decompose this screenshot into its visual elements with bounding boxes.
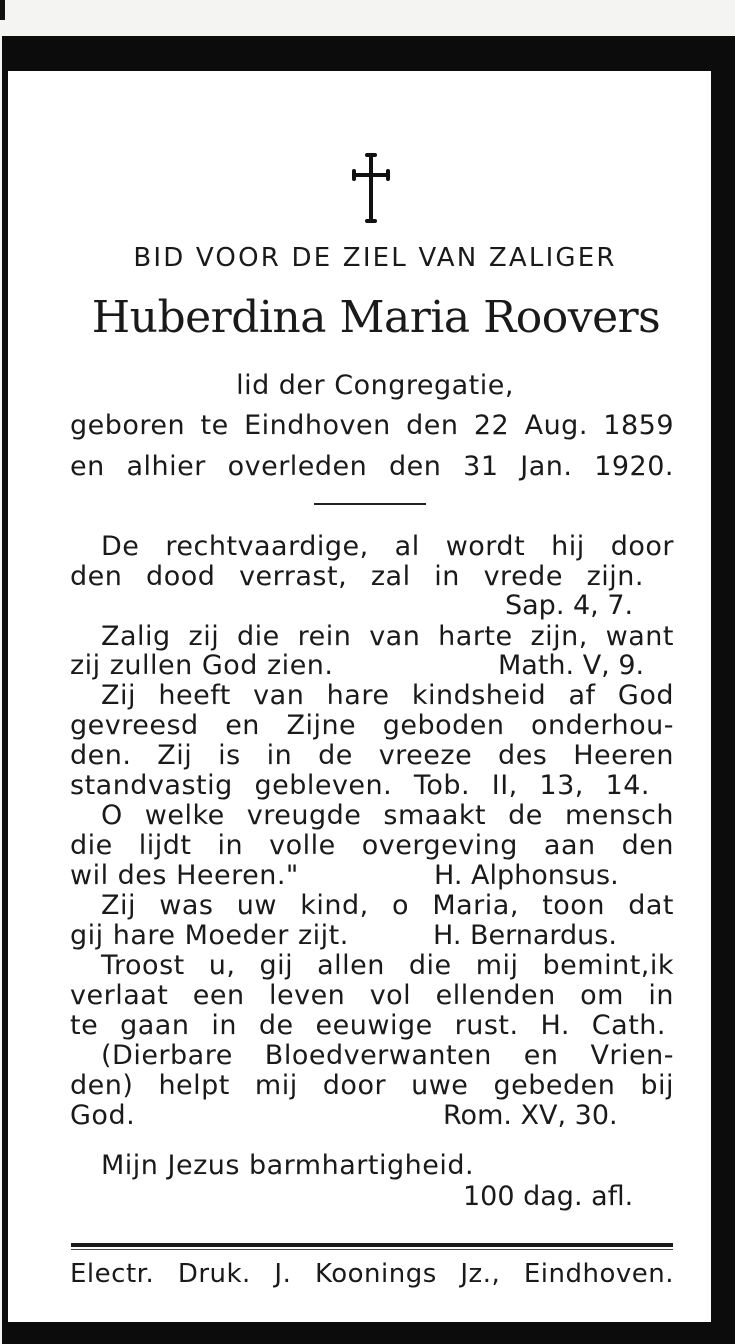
verse-line: gevreesd en Zijne geboden onderhou-: [70, 710, 674, 741]
verse-reference: Math. V, 9.: [498, 650, 645, 681]
indulgence-days: 100 dag. afl.: [463, 1181, 634, 1212]
verse-line: den. Zij is in de vreeze des Heeren: [70, 740, 674, 771]
verse-line: den dood verrast, zal in vrede zijn.: [70, 561, 644, 592]
verse-line: wil des Heeren.": [70, 860, 299, 891]
verse-line: Zij was uw kind, o Maria, toon dat: [101, 890, 674, 921]
verse-line: (Dierbare Bloedverwanten en Vrien-: [101, 1040, 674, 1071]
verse-reference: H. Bernardus.: [433, 920, 617, 951]
verse-line: zij zullen God zien.: [70, 650, 334, 681]
deceased-name: Huberdina Maria Roovers: [91, 292, 661, 343]
verse-line: God.: [70, 1100, 136, 1131]
verse-line: die lijdt in volle overgeving aan den: [70, 830, 674, 861]
detail-line: geboren te Eindhoven den 22 Aug. 1859: [70, 410, 674, 441]
verse-line: den) helpt mij door uwe gebeden bij: [70, 1070, 674, 1101]
verse-line: Troost u, gij allen die mij bemint,ik: [101, 950, 674, 981]
verse-line: O welke vreugde smaakt de mensch: [101, 800, 674, 831]
verse-line: Zij heeft van hare kindsheid af God: [101, 680, 674, 711]
verse-reference: Rom. XV, 30.: [443, 1100, 618, 1131]
verse-reference: H. Alphonsus.: [434, 860, 619, 891]
verse-line: te gaan in de eeuwige rust. H. Cath.: [70, 1010, 666, 1041]
cross-icon: [351, 153, 391, 223]
printer-imprint: Electr. Druk. J. Koonings Jz., Eindhoven.: [70, 1259, 674, 1289]
indulgence-line: Mijn Jezus barmhartigheid.: [101, 1150, 475, 1181]
verse-reference: Sap. 4, 7.: [505, 590, 634, 621]
divider-short: [314, 503, 426, 505]
verse-line: De rechtvaardige, al wordt hij door: [101, 531, 674, 562]
card-heading: BID VOOR DE ZIEL VAN ZALIGER: [133, 243, 617, 273]
prayer-card: [8, 71, 711, 1322]
detail-line: lid der Congregatie,: [236, 370, 514, 401]
verse-line: verlaat een leven vol ellenden om in: [70, 980, 674, 1011]
verse-line: Zalig zij die rein van harte zijn, want: [101, 621, 674, 652]
verse-line: gij hare Moeder zijt.: [70, 920, 349, 951]
divider-long-thin: [71, 1249, 673, 1250]
corner-mark: [0, 0, 5, 20]
divider-long: [71, 1243, 673, 1247]
detail-line: en alhier overleden den 31 Jan. 1920.: [70, 451, 674, 482]
verse-line: standvastig gebleven. Tob. II, 13, 14.: [70, 770, 650, 801]
